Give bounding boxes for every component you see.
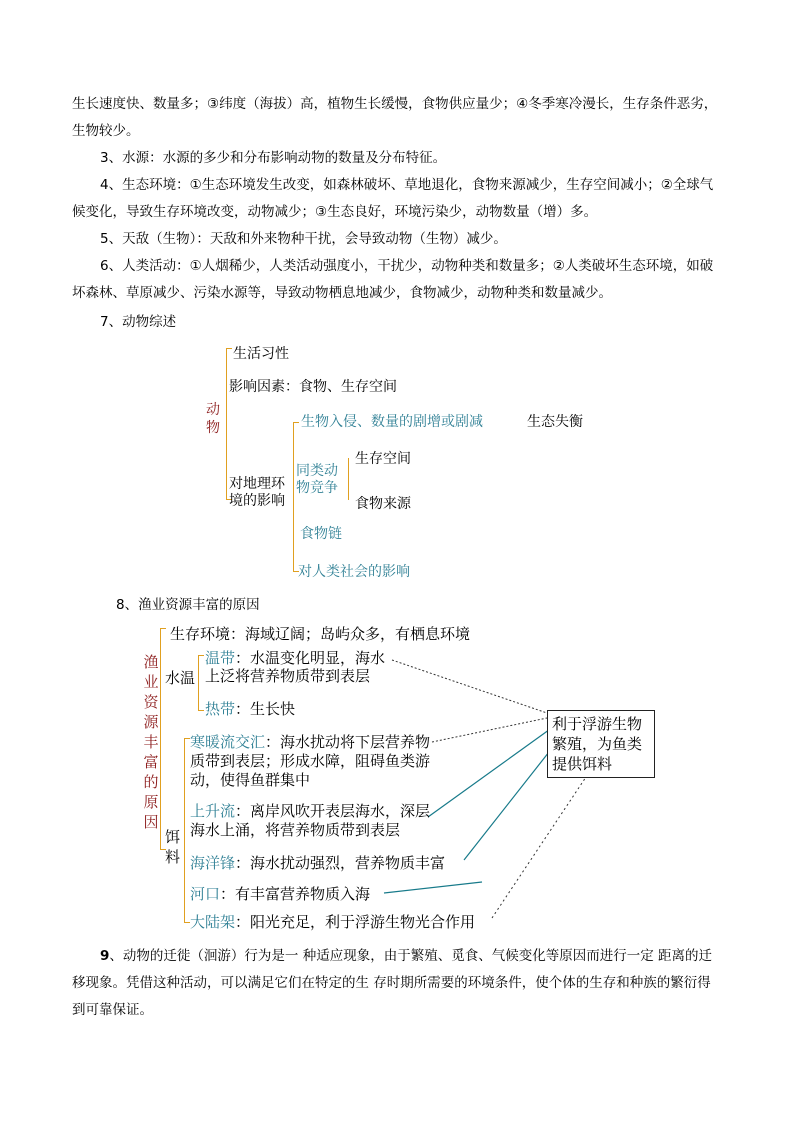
confluence-key: 寒暖流交汇	[190, 733, 266, 751]
animal-invasion: 生物入侵、数量的剧增或剧减	[301, 414, 483, 430]
shelf-text: ：阳光充足，利于浮游生物光合作用	[235, 913, 476, 931]
tropical-key: 热带	[205, 700, 236, 718]
paragraph-animal-summary-heading: 7、动物综述	[100, 314, 177, 330]
animal-factors: 影响因素：食物、生存空间	[229, 379, 397, 395]
animal-competition: 同类动物竞争	[296, 463, 338, 496]
animal-space: 生存空间	[355, 451, 411, 467]
bracket-tick	[198, 710, 204, 711]
fishery-water-temp: 水温	[165, 669, 196, 687]
animal-society: 对人类社会的影响	[298, 564, 410, 580]
upwelling-key: 上升流	[190, 802, 236, 820]
estuary-text: ：有丰富营养物质入海	[220, 885, 371, 903]
temperate-key: 温带	[205, 649, 236, 667]
paragraph-fishery-heading: 8、渔业资源丰富的原因	[116, 597, 260, 613]
fishery-environment: 生存环境：海域辽阔；岛屿众多，有栖息环境	[170, 625, 471, 643]
fishery-temperate	[205, 649, 400, 685]
paragraph-continuation: 生长速度快、数量多；③纬度（海拔）高，植物生长缓慢，食物供应量少；④冬季寒冷漫长，生存条件恶劣，生物较少。	[72, 96, 718, 139]
fishery-result-box: 利于浮游生物繁殖，为鱼类提供饵料	[547, 710, 655, 778]
paragraph-water-source: 3、水源：水源的多少和分布影响动物的数量及分布特征。	[100, 150, 447, 166]
water-temp-bracket	[198, 655, 199, 711]
temperate-text: ：水温变化明显，海水上泛将营养物质带到表层	[205, 649, 386, 685]
shelf-key: 大陆架	[190, 913, 236, 931]
paragraph-ecology: 4、生态环境：①生态环境发生改变，如森林破坏、草地退化，食物来源减少，生存空间减小；②全球气候变化，导致生存环境改变，动物减少；③生态良好，环境污染少，动物数量（增）多。	[72, 177, 714, 220]
fishery-front	[190, 853, 445, 873]
paragraph-migration	[72, 943, 724, 1024]
animal-food-chain: 食物链	[300, 526, 342, 542]
paragraph-predators: 5、天敌（生物）：天敌和外来物种干扰，会导致动物（生物）减少。	[100, 231, 507, 247]
animal-imbalance: 生态失衡	[527, 414, 583, 430]
animal-habit: 生活习性	[233, 346, 289, 362]
front-key: 海洋锋	[190, 854, 236, 872]
fishery-upwelling	[190, 802, 435, 840]
paragraph-migration-text: 、动物的迁徙（洄游）行为是一 种适应现象，由于繁殖、觅食、气候变化等原因而进行一定 距离的迁移现象。凭借这种活动，可以满足它们在特定的生 存时期所需要的环境条件，使个体的生存和种族的繁衍得到可靠保证。	[72, 948, 712, 1018]
paragraph-migration-number: 9	[100, 948, 110, 964]
animal-food-source: 食物来源	[355, 496, 411, 512]
fishery-estuary	[190, 884, 370, 904]
estuary-key: 河口	[190, 885, 221, 903]
fishery-root-label: 渔业资源丰富的原因	[143, 653, 159, 831]
front-text: ：海水扰动强烈，营养物质丰富	[235, 854, 446, 872]
bracket-tick	[198, 655, 204, 656]
bracket-tick	[160, 628, 166, 629]
paragraph-human-activity: 6、人类活动：①人烟稀少，人类活动强度小，干扰少，动物种类和数量多；②人类破坏生态环境，如破坏森林、草原减少、污染水源等，导致动物栖息地减少，食物减少，动物种类和数量减少。	[72, 258, 714, 301]
confluence-text: ：海水扰动将下层营养物质带到表层；形成水障，阻碍鱼类游动，使得鱼群集中	[190, 733, 431, 789]
fishery-bracket	[160, 628, 161, 850]
fishery-shelf	[190, 912, 475, 932]
fishery-confluence	[190, 733, 435, 790]
fishery-tropical	[205, 699, 295, 719]
fishery-bait: 饵料	[165, 828, 181, 866]
tropical-text: ：生长快	[235, 700, 296, 718]
bait-bracket	[184, 738, 185, 923]
animal-root-label: 动物	[206, 402, 220, 436]
upwelling-text: ：离岸风吹开表层海水，深层海水上涌，将营养物质带到表层	[190, 802, 431, 839]
animal-impact: 对地理环境的影响	[229, 476, 285, 509]
